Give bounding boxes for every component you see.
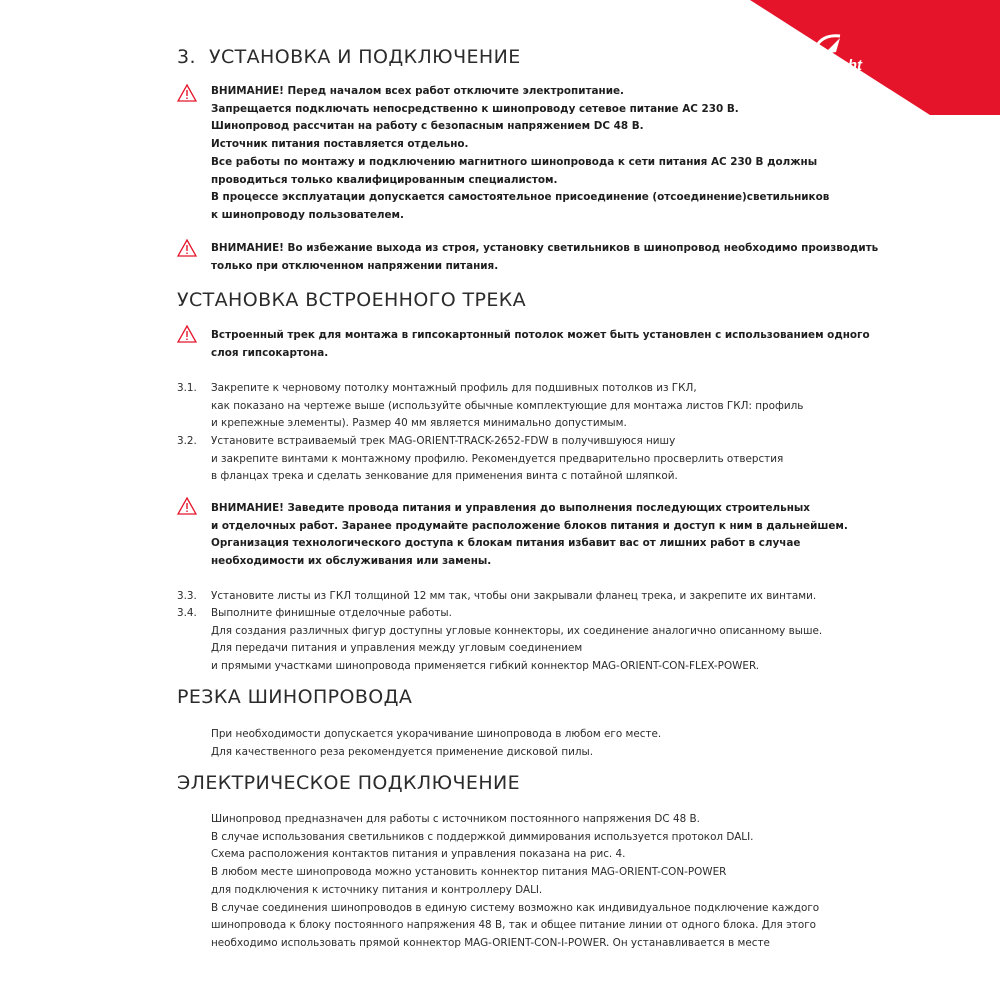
section-title-installation: 3. УСТАНОВКА И ПОДКЛЮЧЕНИЕ — [177, 46, 521, 68]
warning-triangle-icon — [177, 84, 197, 102]
step-3-2-text: Установите встраиваемый трек MAG-ORIENT-TRACK-2652-FDW в получившуюся нишу и закрепите винтами к монтажному профилю. Рекомендуется предварительно просверлить отверстия в фланцах трека и сделать зенкование для применения винта с потайной шляпкой. — [211, 435, 784, 483]
step-3-3-text: Установите листы из ГКЛ толщиной 12 мм так, чтобы они закрывали фланец трека, и закрепите их винтами. — [211, 590, 817, 602]
step-number: 3.4. — [177, 607, 197, 619]
warning-voltage-off: ВНИМАНИЕ! Во избежание выхода из строя, установку светильников в шинопровод необходимо производить только при отключенном напряжении питания. — [211, 242, 879, 272]
cutting-text: При необходимости допускается укорачивание шинопровода в любом его месте. Для качественного реза рекомендуется применение дисковой пилы. — [211, 728, 662, 758]
warning-triangle-icon — [177, 497, 197, 515]
warning-power-off: ВНИМАНИЕ! Перед началом всех работ отключите электропитание. Запрещается подключать непосредственно к шинопроводу сетевое питание AC 230 В. Шинопровод рассчитан на работу с безопасным напряжением DC 48 В. Источник питания поставляется отдельно. Все работы по монтажу и подключению магнитного шинопровода к сети питания AC 230 В должны проводиться только квалифицированным специалистом. В процессе эксплуатации допускается самостоятельное присоединение (отсоединение)светильников к шинопроводу пользователем. — [211, 85, 830, 221]
electrical-text: Шинопровод предназначен для работы с источником постоянного напряжения DC 48 В. В случае использования светильников с поддержкой диммирования используется протокол DALI. Схема расположения контактов питания и управления показана на рис. 4. В любом месте шинопровода можно установить коннектор питания MAG-ORIENT-CON-POWER для подключения к источнику питания и контроллеру DALI. В случае соединения шинопроводов в единую систему возможно как индивидуальное подключение каждого шинопровода к блоку постоянного напряжения 48 В, так и общее питание линии от одного блока. Для этого необходимо использовать прямой коннектор MAG-ORIENT-CON-I-POWER. Он устанавливается в месте — [211, 813, 820, 949]
arlight-logo-icon — [810, 30, 850, 60]
step-number: 3.2. — [177, 435, 197, 447]
step-number: 3.3. — [177, 590, 197, 602]
step-number: 3.1. — [177, 382, 197, 394]
note-drywall-layer: Встроенный трек для монтажа в гипсокартонный потолок может быть установлен с использованием одного слоя гипсокартона. — [211, 329, 870, 359]
section-title-cutting: РЕЗКА ШИНОПРОВОДА — [177, 686, 413, 708]
arlight-logo-text: arlight — [816, 57, 862, 74]
step-3-4-text: Выполните финишные отделочные работы. Для создания различных фигур доступны угловые коннекторы, их соединение аналогично описанному выше. Для передачи питания и управления между угловым соединением и прямыми участками шинопровода применяется гибкий коннектор MAG-ORIENT-CON-FLEX-POWER. — [211, 607, 823, 673]
warning-triangle-icon — [177, 239, 197, 257]
step-3-1-text: Закрепите к черновому потолку монтажный профиль для подшивных потолков из ГКЛ, как показано на чертеже выше (используйте обычные комплектующие для монтажа листов ГКЛ: профиль и крепежные элементы). Размер 40 мм является минимально допустимым. — [211, 382, 804, 430]
section-title-track: УСТАНОВКА ВСТРОЕННОГО ТРЕКА — [177, 289, 527, 311]
section-title-electrical: ЭЛЕКТРИЧЕСКОЕ ПОДКЛЮЧЕНИЕ — [177, 772, 521, 794]
warning-wiring: ВНИМАНИЕ! Заведите провода питания и управления до выполнения последующих строительных и отделочных работ. Заранее продумайте расположение блоков питания и доступ к ним в дальнейшем. Организация технологического доступа к блокам питания избавит вас от лишних работ в случае необходимости их обслуживания или замены. — [211, 502, 848, 568]
warning-triangle-icon — [177, 325, 197, 343]
